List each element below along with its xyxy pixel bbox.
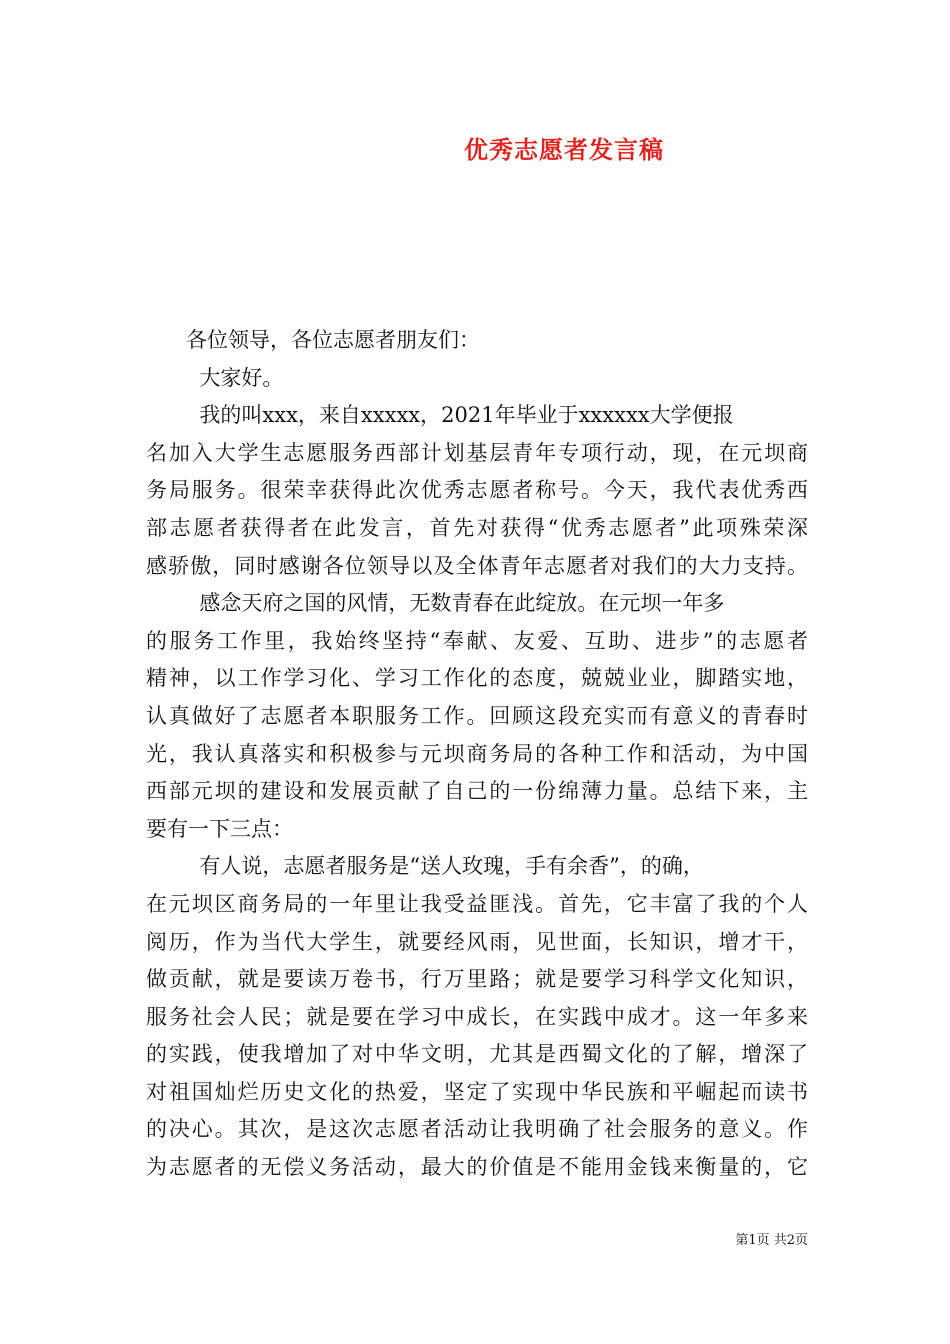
body-line: 大家好。 — [146, 365, 284, 390]
document-body — [146, 322, 808, 1187]
body-line: 各位领导，各位志愿者朋友们： — [146, 328, 481, 352]
body-line: 西部元坝的建设和发展贡献了自己的一份绵薄力量。总结下来，主 — [146, 779, 808, 804]
body-line: 的实践，使我增加了对中华文明，尤其是西蜀文化的了解，增深了 — [146, 1042, 808, 1067]
body-line: 的服务工作里，我始终坚持“奉献、友爱、互助、进步”的志愿者 — [146, 628, 808, 653]
body-line: 认真做好了志愿者本职服务工作。回顾这段充实而有意义的青春时 — [146, 703, 808, 728]
body-line: 为志愿者的无偿义务活动，最大的价值是不能用金钱来衡量的，它 — [146, 1155, 808, 1180]
body-line: 精神，以工作学习化、学习工作化的态度，兢兢业业，脚踏实地， — [146, 666, 808, 691]
body-line: 要有一下三点： — [146, 816, 293, 841]
document-title: 优秀志愿者发言稿 — [464, 135, 664, 164]
body-line: 服务社会人民；就是要在学习中成长，在实践中成才。这一年多来 — [146, 1004, 808, 1029]
body-line: 部志愿者获得者在此发言，首先对获得“优秀志愿者”此项殊荣深 — [146, 515, 808, 540]
body-line: 在元坝区商务局的一年里让我受益匪浅。首先，它丰富了我的个人 — [146, 891, 808, 916]
body-line: 有人说，志愿者服务是“送人玫瑰，手有余香”，的确， — [146, 854, 704, 879]
body-line: 感骄傲，同时感谢各位领导以及全体青年志愿者对我们的大力支持。 — [146, 553, 808, 578]
body-line: 光，我认真落实和积极参与元坝商务局的各种工作和活动，为中国 — [146, 741, 808, 766]
body-line: 我的叫xxx，来自xxxxx，2021年毕业于xxxxxx大学便报 — [146, 403, 734, 428]
body-line: 做贡献，就是要读万卷书，行万里路；就是要学习科学文化知识， — [146, 967, 808, 992]
body-line: 感念天府之国的风情，无数青春在此绽放。在元坝一年多 — [146, 591, 725, 616]
body-line: 务局服务。很荣幸获得此次优秀志愿者称号。今天，我代表优秀西 — [146, 478, 808, 503]
body-line: 对祖国灿烂历史文化的热爱，坚定了实现中华民族和平崛起而读书 — [146, 1079, 808, 1104]
body-line: 阅历，作为当代大学生，就要经风雨，见世面，长知识，增才干， — [146, 929, 808, 954]
body-line: 的决心。其次，是这次志愿者活动让我明确了社会服务的意义。作 — [146, 1117, 808, 1142]
body-line: 名加入大学生志愿服务西部计划基层青年专项行动，现，在元坝商 — [146, 440, 808, 465]
page-number-footer: 第1页 共2页 — [735, 1233, 808, 1248]
